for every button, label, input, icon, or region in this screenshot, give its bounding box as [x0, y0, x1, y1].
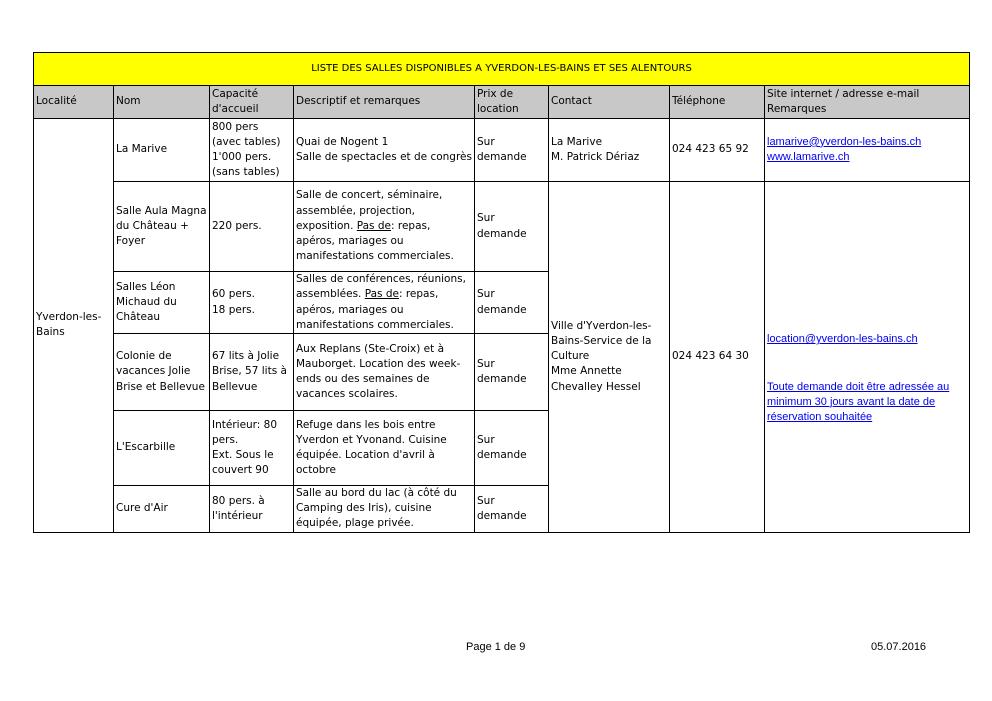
header-descriptif: Descriptif et remarques: [294, 86, 475, 119]
capacite-cell: 220 pers.: [210, 182, 294, 272]
header-row: [34, 86, 970, 119]
page-date: 05.07.2016: [871, 641, 927, 653]
remark-line: réservation souhaitée: [767, 411, 873, 423]
nom-cell: Colonie de vacances Jolie Brise et Bellevue: [114, 334, 210, 411]
remark-line: Toute demande doit être adressée au: [767, 380, 950, 393]
nom-cell: L'Escarbille: [114, 411, 210, 486]
shared-telephone-cell: 024 423 64 30: [670, 182, 765, 533]
nom-cell: La Marive: [114, 119, 210, 182]
nom-cell: Salles Léon Michaud du Château: [114, 272, 210, 334]
capacite-cell: 80 pers. à l'intérieur: [210, 486, 294, 533]
prix-cell: Sur demande: [475, 119, 549, 182]
remark-line: minimum 30 jours avant la date de: [767, 395, 936, 408]
header-nom: Nom: [114, 86, 210, 119]
header-telephone: Téléphone: [670, 86, 765, 119]
prix-cell: Sur demande: [475, 272, 549, 334]
header-capacite: Capacité d'accueil: [210, 86, 294, 119]
header-localite: Localité: [34, 86, 114, 119]
prix-cell: Sur demande: [475, 182, 549, 272]
contact-cell: La Marive M. Patrick Dériaz: [549, 119, 670, 182]
header-site: Site internet / adresse e-mail Remarques: [765, 86, 970, 119]
descriptif-cell: Aux Replans (Ste-Croix) et à Mauborget. Location des week- ends ou des semaines de vacances scolaires.: [294, 334, 475, 411]
descriptif-cell: Salle au bord du lac (à côté du Camping des Iris), cuisine équipée, plage privée.: [294, 486, 475, 533]
capacite-cell: 60 pers. 18 pers.: [210, 272, 294, 334]
descriptif-cell: Salle de concert, séminaire, assemblée, projection, exposition. Pas de: repas, apéros, mariages ou manifestations commerciales.: [294, 182, 475, 272]
table-row: [34, 119, 970, 182]
table-row: [34, 182, 970, 272]
email-link[interactable]: lamarive@yverdon-les-bains.ch: [767, 135, 922, 148]
descriptif-cell: Quai de Nogent 1 Salle de spectacles et de congrès: [294, 119, 475, 182]
descriptif-cell: Salles de conférences, réunions, assemblées. Pas de: repas, apéros, mariages ou manifestations commerciales.: [294, 272, 475, 334]
shared-contact-cell: Ville d'Yverdon-les- Bains-Service de la Culture Mme Annette Chevalley Hessel: [549, 182, 670, 533]
header-contact: Contact: [549, 86, 670, 119]
prix-cell: Sur demande: [475, 334, 549, 411]
capacite-cell: 67 lits à Jolie Brise, 57 lits à Bellevue: [210, 334, 294, 411]
nom-cell: Salle Aula Magna du Château + Foyer: [114, 182, 210, 272]
nom-cell: Cure d'Air: [114, 486, 210, 533]
table-title: LISTE DES SALLES DISPONIBLES A YVERDON-LES-BAINS ET SES ALENTOURS: [34, 53, 970, 86]
capacite-cell: Intérieur: 80 pers. Ext. Sous le couvert 90: [210, 411, 294, 486]
site-cell: [765, 119, 970, 182]
prix-cell: Sur demande: [475, 486, 549, 533]
telephone-cell: 024 423 65 92: [670, 119, 765, 182]
shared-site-cell: [765, 182, 970, 533]
website-link[interactable]: www.lamarive.ch: [767, 151, 850, 163]
capacite-cell: 800 pers (avec tables) 1'000 pers. (sans tables): [210, 119, 294, 182]
page-number: Page 1 de 9: [466, 641, 526, 653]
venues-table: [33, 52, 970, 533]
header-prix: Prix de location: [475, 86, 549, 119]
localite-cell: Yverdon-les- Bains: [34, 119, 114, 533]
descriptif-cell: Refuge dans les bois entre Yverdon et Yvonand. Cuisine équipée. Location d'avril à octobre: [294, 411, 475, 486]
prix-cell: Sur demande: [475, 411, 549, 486]
location-email-link[interactable]: location@yverdon-les-bains.ch: [767, 333, 918, 346]
